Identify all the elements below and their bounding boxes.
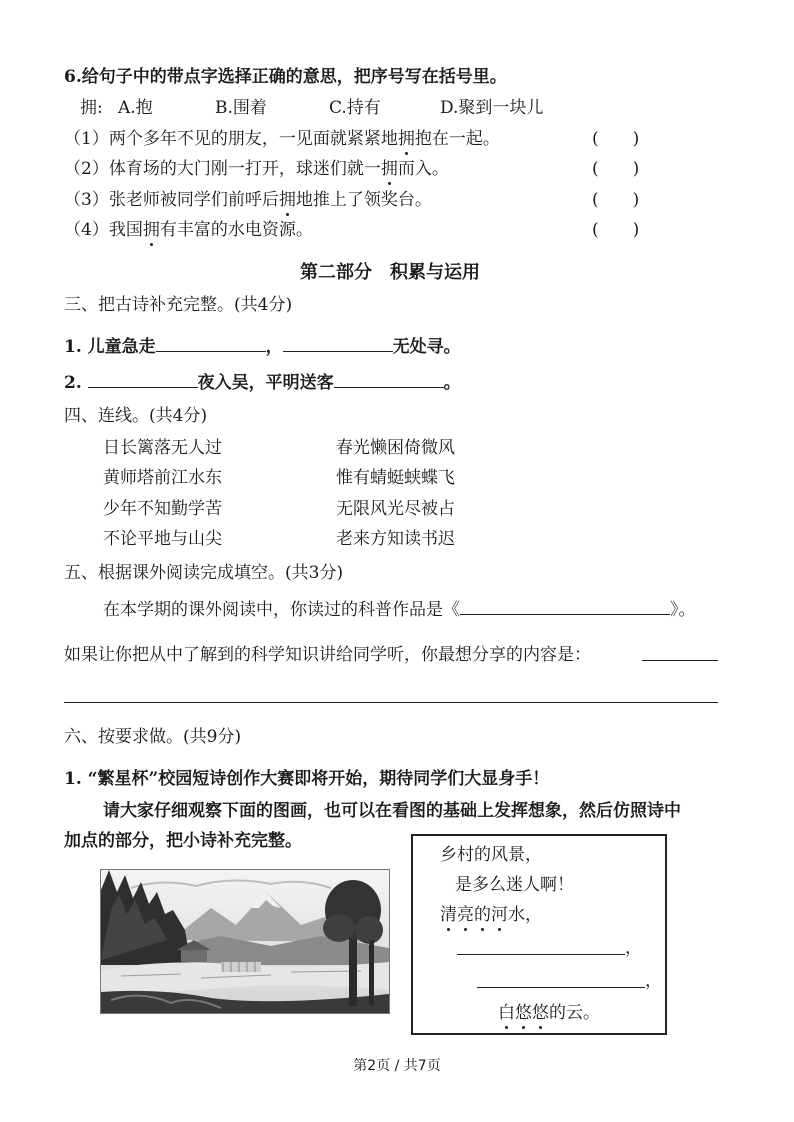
q6-option-d: D.聚到一块儿 [440, 98, 544, 118]
s3-blank-3[interactable] [88, 371, 198, 388]
s5-share-blank-1[interactable] [642, 660, 718, 661]
poem-blank-2-comma: ， [645, 971, 662, 991]
poem-line-3-dotted [440, 904, 542, 926]
s6-instruction-1: 请大家仔细观察下面的图画，也可以在看图的基础上发挥想象，然后仿照诗中 [103, 801, 681, 821]
poem-line-1: 乡村的风景， [440, 845, 542, 865]
q6-item-2-post: 而入。 [397, 159, 449, 179]
landscape-illustration [101, 870, 389, 1013]
q6-item-1-pre: （1）两个多年不见的朋友，一见面就紧紧地 [64, 129, 398, 149]
s6-q1: 1. “繁星杯”校园短诗创作大赛即将开始，期待同学们大显身手！ [64, 769, 550, 789]
s6-instruction-2: 加点的部分，把小诗补充完整。 [64, 831, 302, 851]
s5-share-blank-2[interactable] [64, 702, 718, 703]
s5-line-1 [103, 598, 696, 621]
s3-title: 三、把古诗补充完整。(共4分) [64, 295, 293, 315]
poem-blank-2[interactable] [477, 987, 645, 988]
part2-title: 第二部分 积累与运用 [300, 262, 480, 283]
q6-option-b: B.围着 [215, 98, 267, 118]
q6-item-2-dot-char: 拥 [380, 159, 398, 179]
s4-left-item-4[interactable]: 不论平地与山尖 [103, 529, 222, 549]
page-footer: 第2页 / 共7页 [353, 1058, 441, 1074]
s5-title: 五、根据课外阅读完成填空。(共3分) [64, 563, 344, 583]
q6-item-3-answer-paren[interactable]: ( ) [592, 190, 640, 210]
s4-right-item-4[interactable]: 老来方知读书迟 [336, 529, 455, 549]
s3-line-1-pre: 1. 儿童急走 [64, 337, 156, 357]
q6-item-3-post: 地推上了领奖台。 [295, 190, 432, 210]
poem-box [411, 834, 667, 1035]
s6-title: 六、按要求做。(共9分) [64, 727, 242, 747]
poem-line-3-char-2: 亮 [457, 905, 474, 925]
q6-item-2 [64, 158, 449, 180]
q6-item-4-answer-paren[interactable]: ( ) [592, 220, 640, 240]
s3-line-1-post: 无处寻。 [392, 337, 461, 357]
s5-line-1-pre: 在本学期的课外阅读中，你读过的科普作品是《 [103, 600, 460, 620]
s4-left-item-2[interactable]: 黄师塔前江水东 [103, 468, 222, 488]
s3-blank-1[interactable] [156, 335, 266, 352]
q6-item-3-pre: （3）张老师被同学们前呼后 [64, 190, 279, 210]
poem-line-2: 是多么迷人啊！ [455, 875, 574, 895]
poem-line-3-suffix: 水， [508, 905, 542, 925]
s3-line-2 [64, 371, 461, 394]
s3-line-2-post: 。 [443, 373, 461, 393]
s4-right-item-1[interactable]: 春光懒困倚微风 [336, 438, 455, 458]
q6-item-1-answer-paren[interactable]: ( ) [592, 129, 640, 149]
q6-word: 拥: [80, 98, 103, 118]
poem-blank-1[interactable] [457, 954, 625, 955]
q6-option-c: C.持有 [329, 98, 381, 118]
s3-blank-4[interactable] [334, 371, 444, 388]
poem-line-6-suffix: 的云。 [549, 1003, 600, 1023]
q6-title: 6.给句子中的带点字选择正确的意思，把序号写在括号里。 [64, 67, 507, 87]
q6-item-1-post: 抱在一起。 [414, 129, 500, 149]
s5-line-1-post: 》。 [670, 600, 696, 620]
poem-line-6-char-3: 悠 [532, 1003, 549, 1023]
poem-line-3-char-1: 清 [440, 905, 457, 925]
s5-line-2: 如果让你把从中了解到的科学知识讲给同学听，你最想分享的内容是： [64, 645, 591, 665]
s3-line-1 [64, 335, 461, 358]
s4-right-item-2[interactable]: 惟有蜻蜓蛱蝶飞 [336, 468, 455, 488]
q6-item-3 [64, 189, 432, 211]
poem-line-3-char-4: 河 [491, 905, 508, 925]
s3-line-2-pre: 2. [64, 373, 88, 393]
s4-title: 四、连线。(共4分) [64, 406, 208, 426]
s4-left-item-1[interactable]: 日长篱落无人过 [103, 438, 222, 458]
q6-item-4-dot-char: 拥 [142, 220, 160, 240]
q6-item-4 [64, 219, 313, 241]
s5-book-blank[interactable] [460, 598, 670, 615]
q6-item-4-pre: （4）我国 [64, 220, 143, 240]
s4-right-item-3[interactable]: 无限风光尽被占 [336, 499, 455, 519]
q6-item-4-post: 有丰富的水电资源。 [159, 220, 313, 240]
poem-line-6-char-1: 白 [498, 1003, 515, 1023]
s3-line-2-mid: 夜入吴，平明送客 [197, 373, 334, 393]
q6-item-1-dot-char: 拥 [397, 129, 415, 149]
poem-line-6-char-2: 悠 [515, 1003, 532, 1023]
q6-item-3-dot-char: 拥 [278, 190, 296, 210]
q6-item-1 [64, 128, 500, 150]
poem-blank-1-comma: ， [625, 938, 642, 958]
landscape-picture [100, 869, 390, 1014]
q6-option-a: A.抱 [118, 98, 153, 118]
s3-line-1-mid: ， [265, 337, 283, 357]
s3-blank-2[interactable] [283, 335, 393, 352]
q6-item-2-answer-paren[interactable]: ( ) [592, 159, 640, 179]
poem-line-6 [498, 1002, 600, 1024]
q6-item-2-pre: （2）体育场的大门刚一打开，球迷们就一 [64, 159, 381, 179]
poem-line-3-char-3: 的 [474, 905, 491, 925]
s4-left-item-3[interactable]: 少年不知勤学苦 [103, 499, 222, 519]
